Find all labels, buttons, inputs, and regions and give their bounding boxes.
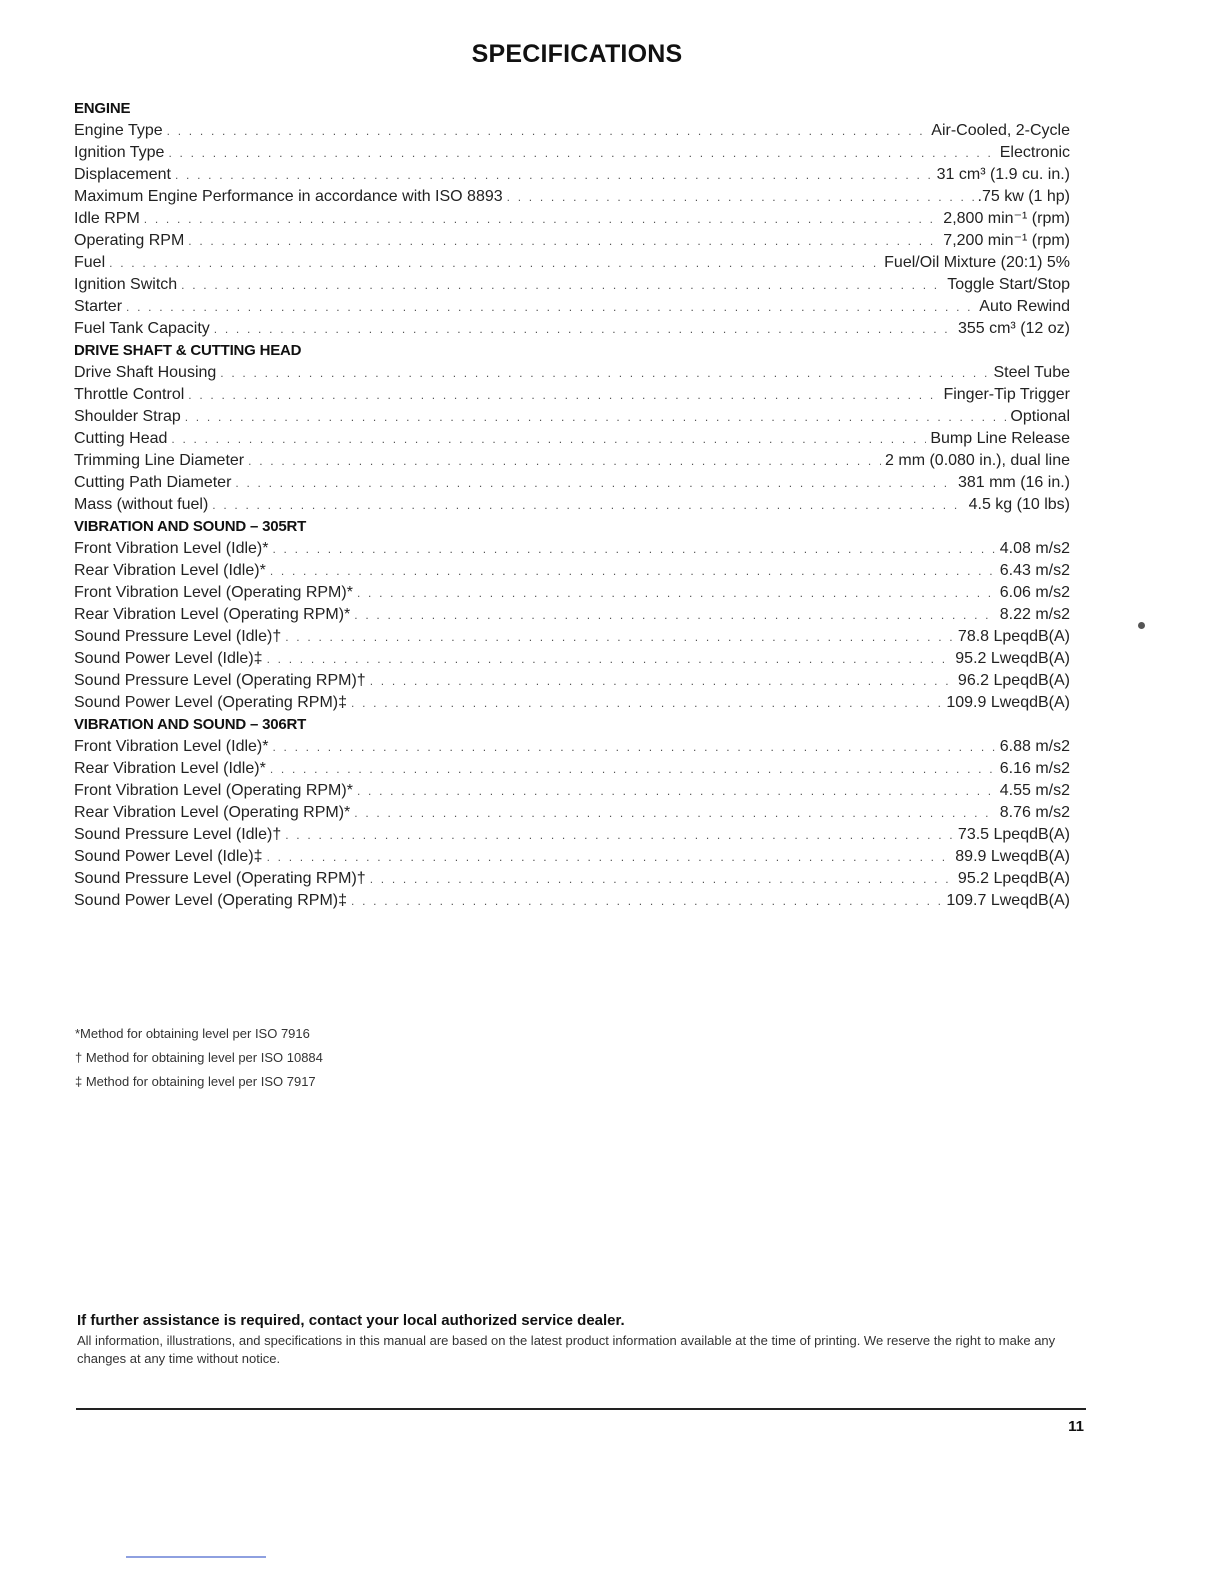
spec-value: .75 kw (1 hp) (977, 188, 1070, 205)
spec-label: Rear Vibration Level (Operating RPM)* (74, 804, 351, 821)
spec-label: Rear Vibration Level (Operating RPM)* (74, 606, 351, 623)
page-title: SPECIFICATIONS (471, 40, 683, 68)
spec-row (74, 824, 1070, 846)
spec-value: 6.06 m/s2 (999, 584, 1070, 601)
spec-row (74, 450, 1070, 472)
spec-label: Front Vibration Level (Operating RPM)* (74, 782, 353, 799)
dot-leader (248, 450, 881, 472)
spec-label: Front Vibration Level (Idle)* (74, 738, 269, 755)
spec-row (74, 208, 1070, 230)
spec-label: Rear Vibration Level (Idle)* (74, 562, 266, 579)
spec-row (74, 648, 1070, 670)
section-heading: VIBRATION AND SOUND – 306RT (74, 716, 307, 733)
spec-value: 95.2 LweqdB(A) (955, 650, 1070, 667)
spec-row (74, 560, 1070, 582)
spec-value: 78.8 LpeqdB(A) (957, 628, 1070, 645)
spec-value: 73.5 LpeqdB(A) (957, 826, 1070, 843)
spec-label: Front Vibration Level (Idle)* (74, 540, 269, 557)
spec-row (74, 120, 1070, 142)
spec-row (74, 736, 1070, 758)
spec-label: Mass (without fuel) (74, 496, 209, 513)
spec-value: 8.22 m/s2 (999, 606, 1070, 623)
spec-value: 6.43 m/s2 (999, 562, 1070, 579)
spec-value: 381 mm (16 in.) (957, 474, 1070, 491)
dot-leader (272, 736, 995, 758)
spec-value: 6.88 m/s2 (999, 738, 1070, 755)
section-heading: VIBRATION AND SOUND – 305RT (74, 518, 307, 535)
spec-label: Front Vibration Level (Operating RPM)* (74, 584, 353, 601)
scan-speck (1138, 622, 1145, 629)
dot-leader (181, 274, 943, 296)
dot-leader (188, 230, 939, 252)
dot-leader (507, 186, 974, 208)
spec-row (74, 538, 1070, 560)
spec-value: Air-Cooled, 2-Cycle (931, 122, 1070, 139)
spec-row (74, 604, 1070, 626)
assistance-notice (77, 1310, 1077, 1368)
spec-label: Displacement (74, 166, 171, 183)
spec-value: 355 cm³ (12 oz) (957, 320, 1070, 337)
spec-value: Toggle Start/Stop (947, 276, 1070, 293)
spec-label: Cutting Path Diameter (74, 474, 232, 491)
spec-value: 4.08 m/s2 (999, 540, 1070, 557)
section-heading: DRIVE SHAFT & CUTTING HEAD (74, 342, 302, 359)
spec-label: Drive Shaft Housing (74, 364, 217, 381)
spec-row (74, 890, 1070, 912)
spec-row (74, 582, 1070, 604)
spec-label: Throttle Control (74, 386, 185, 403)
spec-row (74, 780, 1070, 802)
specifications-list (74, 98, 1070, 912)
spec-value: Fuel/Oil Mixture (20:1) 5% (884, 254, 1070, 271)
dot-leader (351, 890, 942, 912)
spec-value: 109.9 LweqdB(A) (946, 694, 1070, 711)
dot-leader (109, 252, 880, 274)
spec-label: Engine Type (74, 122, 163, 139)
dot-leader (357, 582, 996, 604)
spec-row (74, 274, 1070, 296)
spec-row (74, 670, 1070, 692)
dot-leader (267, 846, 952, 868)
spec-row (74, 142, 1070, 164)
dot-leader (188, 384, 939, 406)
spec-label: Ignition Type (74, 144, 165, 161)
spec-row (74, 362, 1070, 384)
section-vibration-306rt (74, 714, 1070, 912)
dot-leader (144, 208, 940, 230)
spec-label: Operating RPM (74, 232, 185, 249)
spec-value: 96.2 LpeqdB(A) (957, 672, 1070, 689)
spec-label: Sound Pressure Level (Idle)† (74, 826, 282, 843)
spec-value: Electronic (999, 144, 1070, 161)
spec-label: Trimming Line Diameter (74, 452, 245, 469)
disclaimer-text: All information, illustrations, and specifications in this manual are based on the latest product information available at the time of printing. We reserve the right to make any changes at any time without notice. (77, 1333, 1056, 1366)
footnote-iso-10884: † Method for obtaining level per ISO 10884 (75, 1050, 323, 1065)
spec-row (74, 472, 1070, 494)
spec-row (74, 384, 1070, 406)
spec-row (74, 868, 1070, 890)
spec-label: Sound Power Level (Operating RPM)‡ (74, 892, 348, 909)
footer-rule (76, 1408, 1086, 1410)
spec-label: Idle RPM (74, 210, 140, 227)
dot-leader (370, 670, 954, 692)
spec-value: 4.55 m/s2 (999, 782, 1070, 799)
footnote-iso-7916: *Method for obtaining level per ISO 7916 (75, 1026, 310, 1041)
section-vibration-305rt (74, 516, 1070, 714)
spec-value: Steel Tube (993, 364, 1070, 381)
section-drive-shaft (74, 340, 1070, 516)
spec-label: Sound Pressure Level (Idle)† (74, 628, 282, 645)
spec-value: 31 cm³ (1.9 cu. in.) (936, 166, 1070, 183)
spec-label: Rear Vibration Level (Idle)* (74, 760, 266, 777)
dot-leader (175, 164, 933, 186)
footnote-iso-7917: ‡ Method for obtaining level per ISO 7917 (75, 1074, 316, 1089)
spec-value: 8.76 m/s2 (999, 804, 1070, 821)
spec-value: 7,200 min⁻¹ (rpm) (943, 232, 1070, 249)
dot-leader (126, 296, 975, 318)
dot-leader (171, 428, 926, 450)
scan-edge-line (126, 1556, 266, 1558)
spec-value: Auto Rewind (979, 298, 1070, 315)
spec-value: Finger-Tip Trigger (943, 386, 1070, 403)
spec-row (74, 626, 1070, 648)
spec-row (74, 846, 1070, 868)
spec-row (74, 494, 1070, 516)
spec-row (74, 186, 1070, 208)
spec-label: Sound Power Level (Operating RPM)‡ (74, 694, 348, 711)
spec-value: 4.5 kg (10 lbs) (968, 496, 1070, 513)
spec-row (74, 252, 1070, 274)
spec-row (74, 318, 1070, 340)
spec-label: Fuel Tank Capacity (74, 320, 210, 337)
spec-label: Sound Power Level (Idle)‡ (74, 650, 263, 667)
spec-row (74, 692, 1070, 714)
dot-leader (270, 758, 996, 780)
dot-leader (285, 824, 954, 846)
spec-value: 6.16 m/s2 (999, 760, 1070, 777)
spec-row (74, 164, 1070, 186)
dot-leader (168, 142, 995, 164)
spec-value: Bump Line Release (930, 430, 1070, 447)
dot-leader (270, 560, 996, 582)
spec-label: Starter (74, 298, 123, 315)
spec-label: Sound Pressure Level (Operating RPM)† (74, 870, 366, 887)
spec-value: 89.9 LweqdB(A) (955, 848, 1070, 865)
dot-leader (370, 868, 954, 890)
dot-leader (267, 648, 952, 670)
dot-leader (285, 626, 954, 648)
dot-leader (235, 472, 954, 494)
spec-label: Cutting Head (74, 430, 168, 447)
spec-label: Sound Power Level (Idle)‡ (74, 848, 263, 865)
spec-value: 2,800 min⁻¹ (rpm) (943, 210, 1070, 227)
spec-row (74, 230, 1070, 252)
spec-row (74, 428, 1070, 450)
dot-leader (354, 604, 995, 626)
spec-value: 2 mm (0.080 in.), dual line (885, 452, 1070, 469)
spec-row (74, 296, 1070, 318)
section-heading: ENGINE (74, 100, 131, 117)
dot-leader (351, 692, 942, 714)
spec-row (74, 758, 1070, 780)
dot-leader (185, 406, 1007, 428)
footnotes (75, 1022, 323, 1094)
dot-leader (354, 802, 995, 824)
spec-label: Sound Pressure Level (Operating RPM)† (74, 672, 366, 689)
spec-value: 95.2 LpeqdB(A) (957, 870, 1070, 887)
dot-leader (220, 362, 989, 384)
spec-row (74, 802, 1070, 824)
spec-label: Fuel (74, 254, 106, 271)
assistance-heading: If further assistance is required, contact your local authorized service dealer. (77, 1312, 625, 1329)
section-engine (74, 98, 1070, 340)
spec-label: Ignition Switch (74, 276, 178, 293)
page-number: 11 (1068, 1418, 1084, 1435)
dot-leader (357, 780, 996, 802)
dot-leader (214, 318, 954, 340)
spec-value: Optional (1010, 408, 1070, 425)
spec-value: 109.7 LweqdB(A) (946, 892, 1070, 909)
dot-leader (272, 538, 995, 560)
spec-label: Shoulder Strap (74, 408, 181, 425)
spec-row (74, 406, 1070, 428)
dot-leader (167, 120, 928, 142)
spec-label: Maximum Engine Performance in accordance with ISO 8893 (74, 188, 503, 205)
dot-leader (212, 494, 964, 516)
